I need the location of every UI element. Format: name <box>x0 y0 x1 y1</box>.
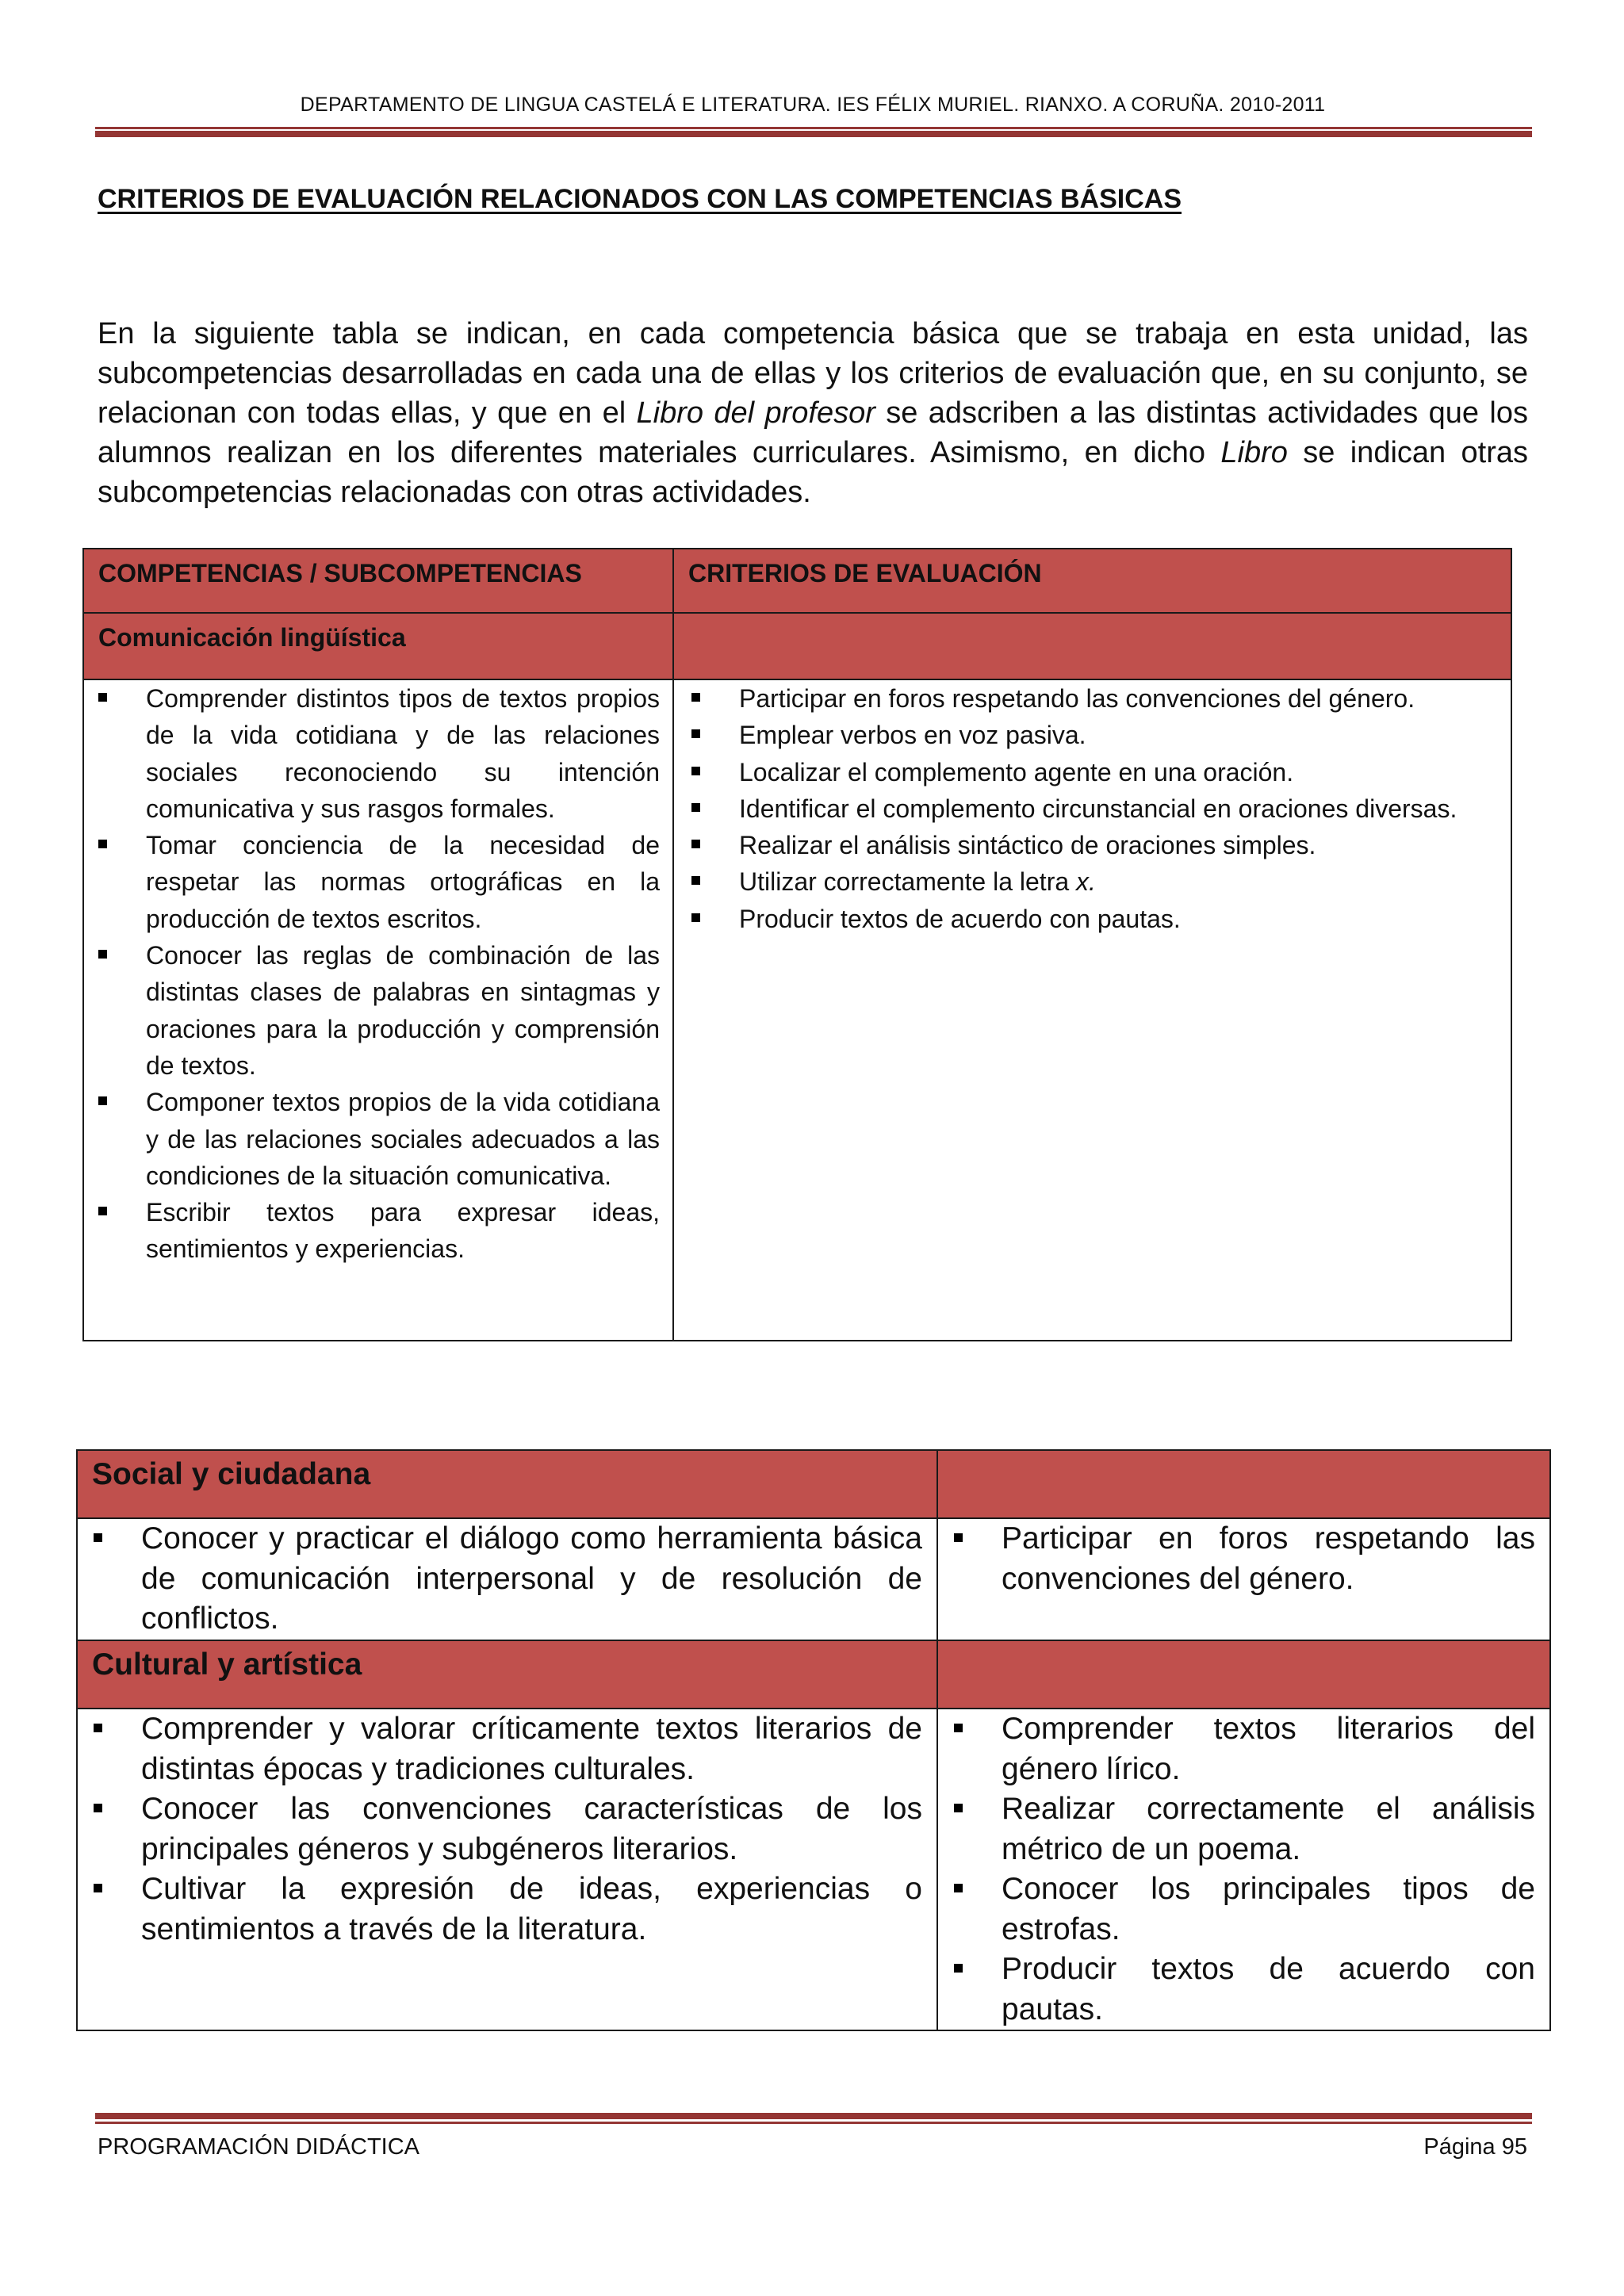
list-item <box>97 680 660 827</box>
list-item <box>952 1519 1535 1599</box>
cultural-criterios-list <box>952 1709 1535 2030</box>
page-title: CRITERIOS DE EVALUACIÓN RELACIONADOS CON LAS COMPETENCIAS BÁSICAS <box>98 184 1182 214</box>
list-item <box>97 937 660 1084</box>
competencias-table-2 <box>76 1449 1551 2031</box>
list-item-text: Localizar el complemento agente en una oración. <box>739 757 1294 786</box>
section-empty-cell <box>673 613 1511 679</box>
square-bullet-icon <box>94 1884 102 1892</box>
page-header: DEPARTAMENTO DE LINGUA CASTELÁ E LITERATURA. IES FÉLIX MURIEL. RIANXO. A CORUÑA. 2010-2011 <box>300 94 1326 116</box>
list-item <box>690 827 1496 863</box>
col-header-competencias: COMPETENCIAS / SUBCOMPETENCIAS <box>83 549 673 613</box>
section-comunicacion-linguistica: Comunicación lingüística <box>83 613 673 679</box>
header-rule-thin <box>95 127 1532 129</box>
col-header-criterios: CRITERIOS DE EVALUACIÓN <box>673 549 1511 613</box>
section-empty-cell <box>937 1450 1550 1518</box>
list-item-text: Cultivar la expresión de ideas, experiencias o sentimientos a través de la literatura. <box>141 1872 922 1946</box>
list-item-text: Conocer las reglas de combinación de las distintas clases de palabras en sintagmas y oraciones para la producción y comprensión de textos. <box>146 941 660 1080</box>
list-item <box>97 1194 660 1268</box>
square-bullet-icon <box>954 1964 963 1973</box>
list-item-text: Utilizar correctamente la letra <box>739 867 1077 897</box>
list-item <box>690 717 1496 753</box>
square-bullet-icon <box>691 767 700 775</box>
list-item-text: Conocer y practicar el diálogo como herramienta básica de comunicación interpersonal y de resolución de conflictos. <box>141 1521 922 1636</box>
list-item <box>92 1789 922 1869</box>
square-bullet-icon <box>691 803 700 812</box>
list-item-text: Comprender distintos tipos de textos propios de la vida cotidiana y de las relaciones sociales reconociendo su intención comunicativa y sus rasgos formales. <box>146 684 660 823</box>
list-item-text: Comprender y valorar críticamente textos literarios de distintas épocas y tradiciones culturales. <box>141 1712 922 1786</box>
social-criterios-cell <box>937 1518 1550 1640</box>
footer-rule-thick <box>95 2113 1532 2119</box>
list-item <box>690 754 1496 790</box>
square-bullet-icon <box>691 729 700 738</box>
square-bullet-icon <box>98 693 107 702</box>
list-item-text: Realizar correctamente el análisis métrico de un poema. <box>1002 1792 1535 1866</box>
square-bullet-icon <box>954 1804 963 1812</box>
section-cultural-artistica: Cultural y artística <box>77 1640 937 1709</box>
list-item-text: Producir textos de acuerdo con pautas. <box>739 904 1181 933</box>
square-bullet-icon <box>98 1207 107 1215</box>
square-bullet-icon <box>954 1724 963 1732</box>
square-bullet-icon <box>691 913 700 922</box>
cultural-criterios-cell <box>937 1709 1550 2030</box>
competencias-table-1 <box>82 548 1512 1341</box>
list-item-text: Componer textos propios de la vida cotidiana y de las relaciones sociales adecuados a las condiciones de la situación comunicativa. <box>146 1088 660 1190</box>
list-item <box>690 790 1496 827</box>
square-bullet-icon <box>691 876 700 885</box>
list-item-text: Emplear verbos en voz pasiva. <box>739 721 1086 750</box>
list-item-text: Participar en foros respetando las convenciones del género. <box>739 684 1415 713</box>
list-item-text: Realizar el análisis sintáctico de oraciones simples. <box>739 831 1316 860</box>
square-bullet-icon <box>94 1533 102 1542</box>
criterios-cell <box>673 679 1511 1341</box>
list-item <box>92 1869 922 1950</box>
list-item <box>92 1709 922 1789</box>
intro-paragraph: En la siguiente tabla se indican, en cada competencia básica que se trabaja en esta unidad, las subcompetencias desarrolladas en cada una de ellas y los criterios de evaluación que, en su conjunto, se relacionan con todas ellas, y que en el Libro del profesor se adscriben a las distintas actividades que los alumnos realizan en los diferentes materiales curriculares. Asimismo, en dicho Libro se indican otras subcompetencias relacionadas con otras actividades. <box>98 317 1529 509</box>
list-item-text: Identificar el complemento circunstancial en oraciones diversas. <box>739 794 1457 823</box>
list-item-text: x. <box>1076 867 1096 897</box>
social-subcompetencias-list <box>92 1519 922 1640</box>
square-bullet-icon <box>691 840 700 848</box>
list-item <box>690 680 1496 717</box>
square-bullet-icon <box>98 1096 107 1105</box>
list-item <box>952 1950 1535 2030</box>
subcompetencias-list <box>97 680 660 1268</box>
list-item <box>952 1709 1535 1789</box>
square-bullet-icon <box>98 840 107 848</box>
footer-label: PROGRAMACIÓN DIDÁCTICA <box>98 2134 420 2160</box>
list-item-text: Tomar conciencia de la necesidad de respetar las normas ortográficas en la producción de textos escritos. <box>146 831 660 933</box>
section-empty-cell <box>937 1640 1550 1709</box>
square-bullet-icon <box>98 950 107 959</box>
header-rule-thick <box>95 131 1532 137</box>
section-social-ciudadana: Social y ciudadana <box>77 1450 937 1518</box>
list-item <box>97 827 660 937</box>
list-item-text: Participar en foros respetando las convenciones del género. <box>1002 1521 1535 1596</box>
square-bullet-icon <box>94 1724 102 1732</box>
social-criterios-list <box>952 1519 1535 1599</box>
list-item-text: Escribir textos para expresar ideas, sentimientos y experiencias. <box>146 1198 660 1264</box>
list-item <box>92 1519 922 1640</box>
square-bullet-icon <box>954 1884 963 1892</box>
list-item-text: Comprender textos literarios del género lírico. <box>1002 1712 1535 1786</box>
cultural-subcompetencias-cell <box>77 1709 937 2030</box>
square-bullet-icon <box>954 1533 963 1542</box>
list-item <box>952 1789 1535 1869</box>
square-bullet-icon <box>94 1804 102 1812</box>
social-subcompetencias-cell <box>77 1518 937 1640</box>
square-bullet-icon <box>691 693 700 702</box>
list-item <box>690 863 1496 900</box>
list-item-text: Producir textos de acuerdo con pautas. <box>1002 1952 1535 2026</box>
page-number: Página 95 <box>1423 2134 1527 2160</box>
list-item <box>690 901 1496 937</box>
list-item-text: Conocer los principales tipos de estrofas. <box>1002 1872 1535 1946</box>
subcompetencias-cell <box>83 679 673 1341</box>
footer-rule-thin <box>95 2122 1532 2124</box>
list-item <box>952 1869 1535 1950</box>
criterios-list <box>690 680 1496 937</box>
cultural-subcompetencias-list <box>92 1709 922 1950</box>
list-item-text: Conocer las convenciones características de los principales géneros y subgéneros literarios. <box>141 1792 922 1866</box>
list-item <box>97 1084 660 1194</box>
